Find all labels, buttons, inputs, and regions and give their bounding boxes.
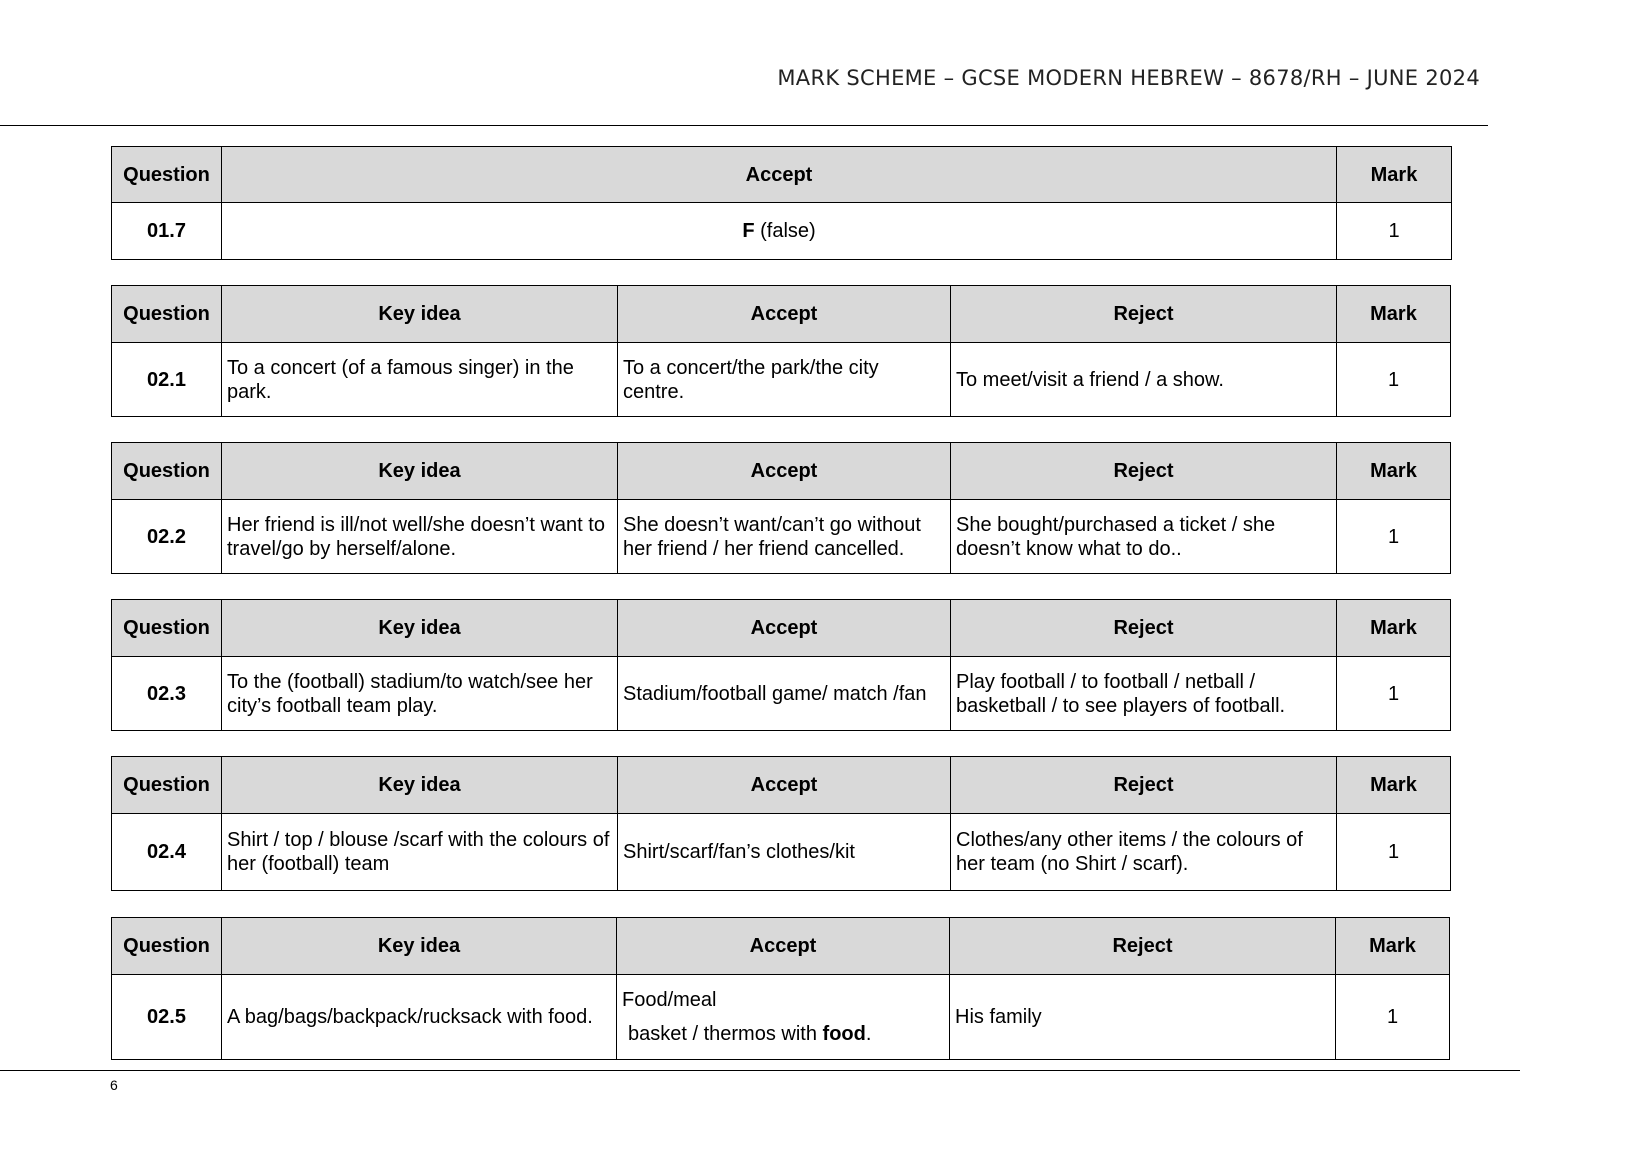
reject-cell: She bought/purchased a ticket / she doesn’t know what to do.. [951,500,1337,574]
key-idea-cell: Shirt / top / blouse /scarf with the colours of her (football) team [222,814,618,891]
accept-cell: Stadium/football game/ match /fan [618,657,951,731]
key-idea-cell: To a concert (of a famous singer) in the park. [222,343,618,417]
reject-cell: To meet/visit a friend / a show. [951,343,1337,417]
mark-cell: 1 [1336,975,1450,1060]
header-mark: Mark [1337,600,1451,657]
reject-cell: Clothes/any other items / the colours of her team (no Shirt / scarf). [951,814,1337,891]
header-mark: Mark [1337,286,1451,343]
page-number: 6 [110,1077,118,1093]
header-reject: Reject [951,757,1337,814]
mark-table-02-5 [111,917,1450,1060]
header-question: Question [112,600,222,657]
question-number: 02.3 [112,657,222,731]
mark-table-02-1 [111,285,1451,417]
header-key-idea: Key idea [222,600,618,657]
header-accept: Accept [618,757,951,814]
header-reject: Reject [951,443,1337,500]
header-accept: Accept [618,286,951,343]
mark-cell: 1 [1337,657,1451,731]
reject-cell: Play football / to football / netball / basketball / to see players of football. [951,657,1337,731]
header-key-idea: Key idea [222,918,617,975]
accept-cell: To a concert/the park/the city centre. [618,343,951,417]
mark-cell: 1 [1337,814,1451,891]
mark-cell: 1 [1337,203,1452,260]
header-rule [0,125,1488,126]
mark-table-02-2 [111,442,1451,574]
accept-cell [222,203,1337,260]
accept-cell [617,975,950,1060]
page-header-title: MARK SCHEME – GCSE MODERN HEBREW – 8678/RH – JUNE 2024 [777,66,1480,90]
question-number: 01.7 [112,203,222,260]
header-question: Question [112,918,222,975]
header-question: Question [112,286,222,343]
header-key-idea: Key idea [222,443,618,500]
header-mark: Mark [1337,147,1452,203]
header-key-idea: Key idea [222,757,618,814]
mark-table-02-3 [111,599,1451,731]
key-idea-cell: Her friend is ill/not well/she doesn’t want to travel/go by herself/alone. [222,500,618,574]
mark-cell: 1 [1337,500,1451,574]
header-accept: Accept [222,147,1337,203]
question-number: 02.2 [112,500,222,574]
mark-cell: 1 [1337,343,1451,417]
header-key-idea: Key idea [222,286,618,343]
question-number: 02.5 [112,975,222,1060]
accept-cell: She doesn’t want/can’t go without her friend / her friend cancelled. [618,500,951,574]
header-accept: Accept [618,443,951,500]
header-reject: Reject [950,918,1336,975]
header-reject: Reject [951,286,1337,343]
reject-cell: His family [950,975,1336,1060]
header-question: Question [112,443,222,500]
header-question: Question [112,147,222,203]
header-mark: Mark [1337,443,1451,500]
question-number: 02.4 [112,814,222,891]
header-accept: Accept [618,600,951,657]
footer-rule [0,1070,1520,1071]
header-accept: Accept [617,918,950,975]
accept-rest: (false) [754,220,816,242]
accept-cell: Shirt/scarf/fan’s clothes/kit [618,814,951,891]
question-number: 02.1 [112,343,222,417]
key-idea-cell: To the (football) stadium/to watch/see her city’s football team play. [222,657,618,731]
accept-line-1: Food/meal [622,989,717,1011]
key-idea-cell: A bag/bags/backpack/rucksack with food. [222,975,617,1060]
header-question: Question [112,757,222,814]
accept-bold: F [742,220,755,242]
mark-table-01-7 [111,146,1452,260]
header-mark: Mark [1336,918,1450,975]
header-reject: Reject [951,600,1337,657]
mark-table-02-4 [111,756,1451,891]
accept-line-2: basket / thermos with food. [628,1023,872,1045]
header-mark: Mark [1337,757,1451,814]
